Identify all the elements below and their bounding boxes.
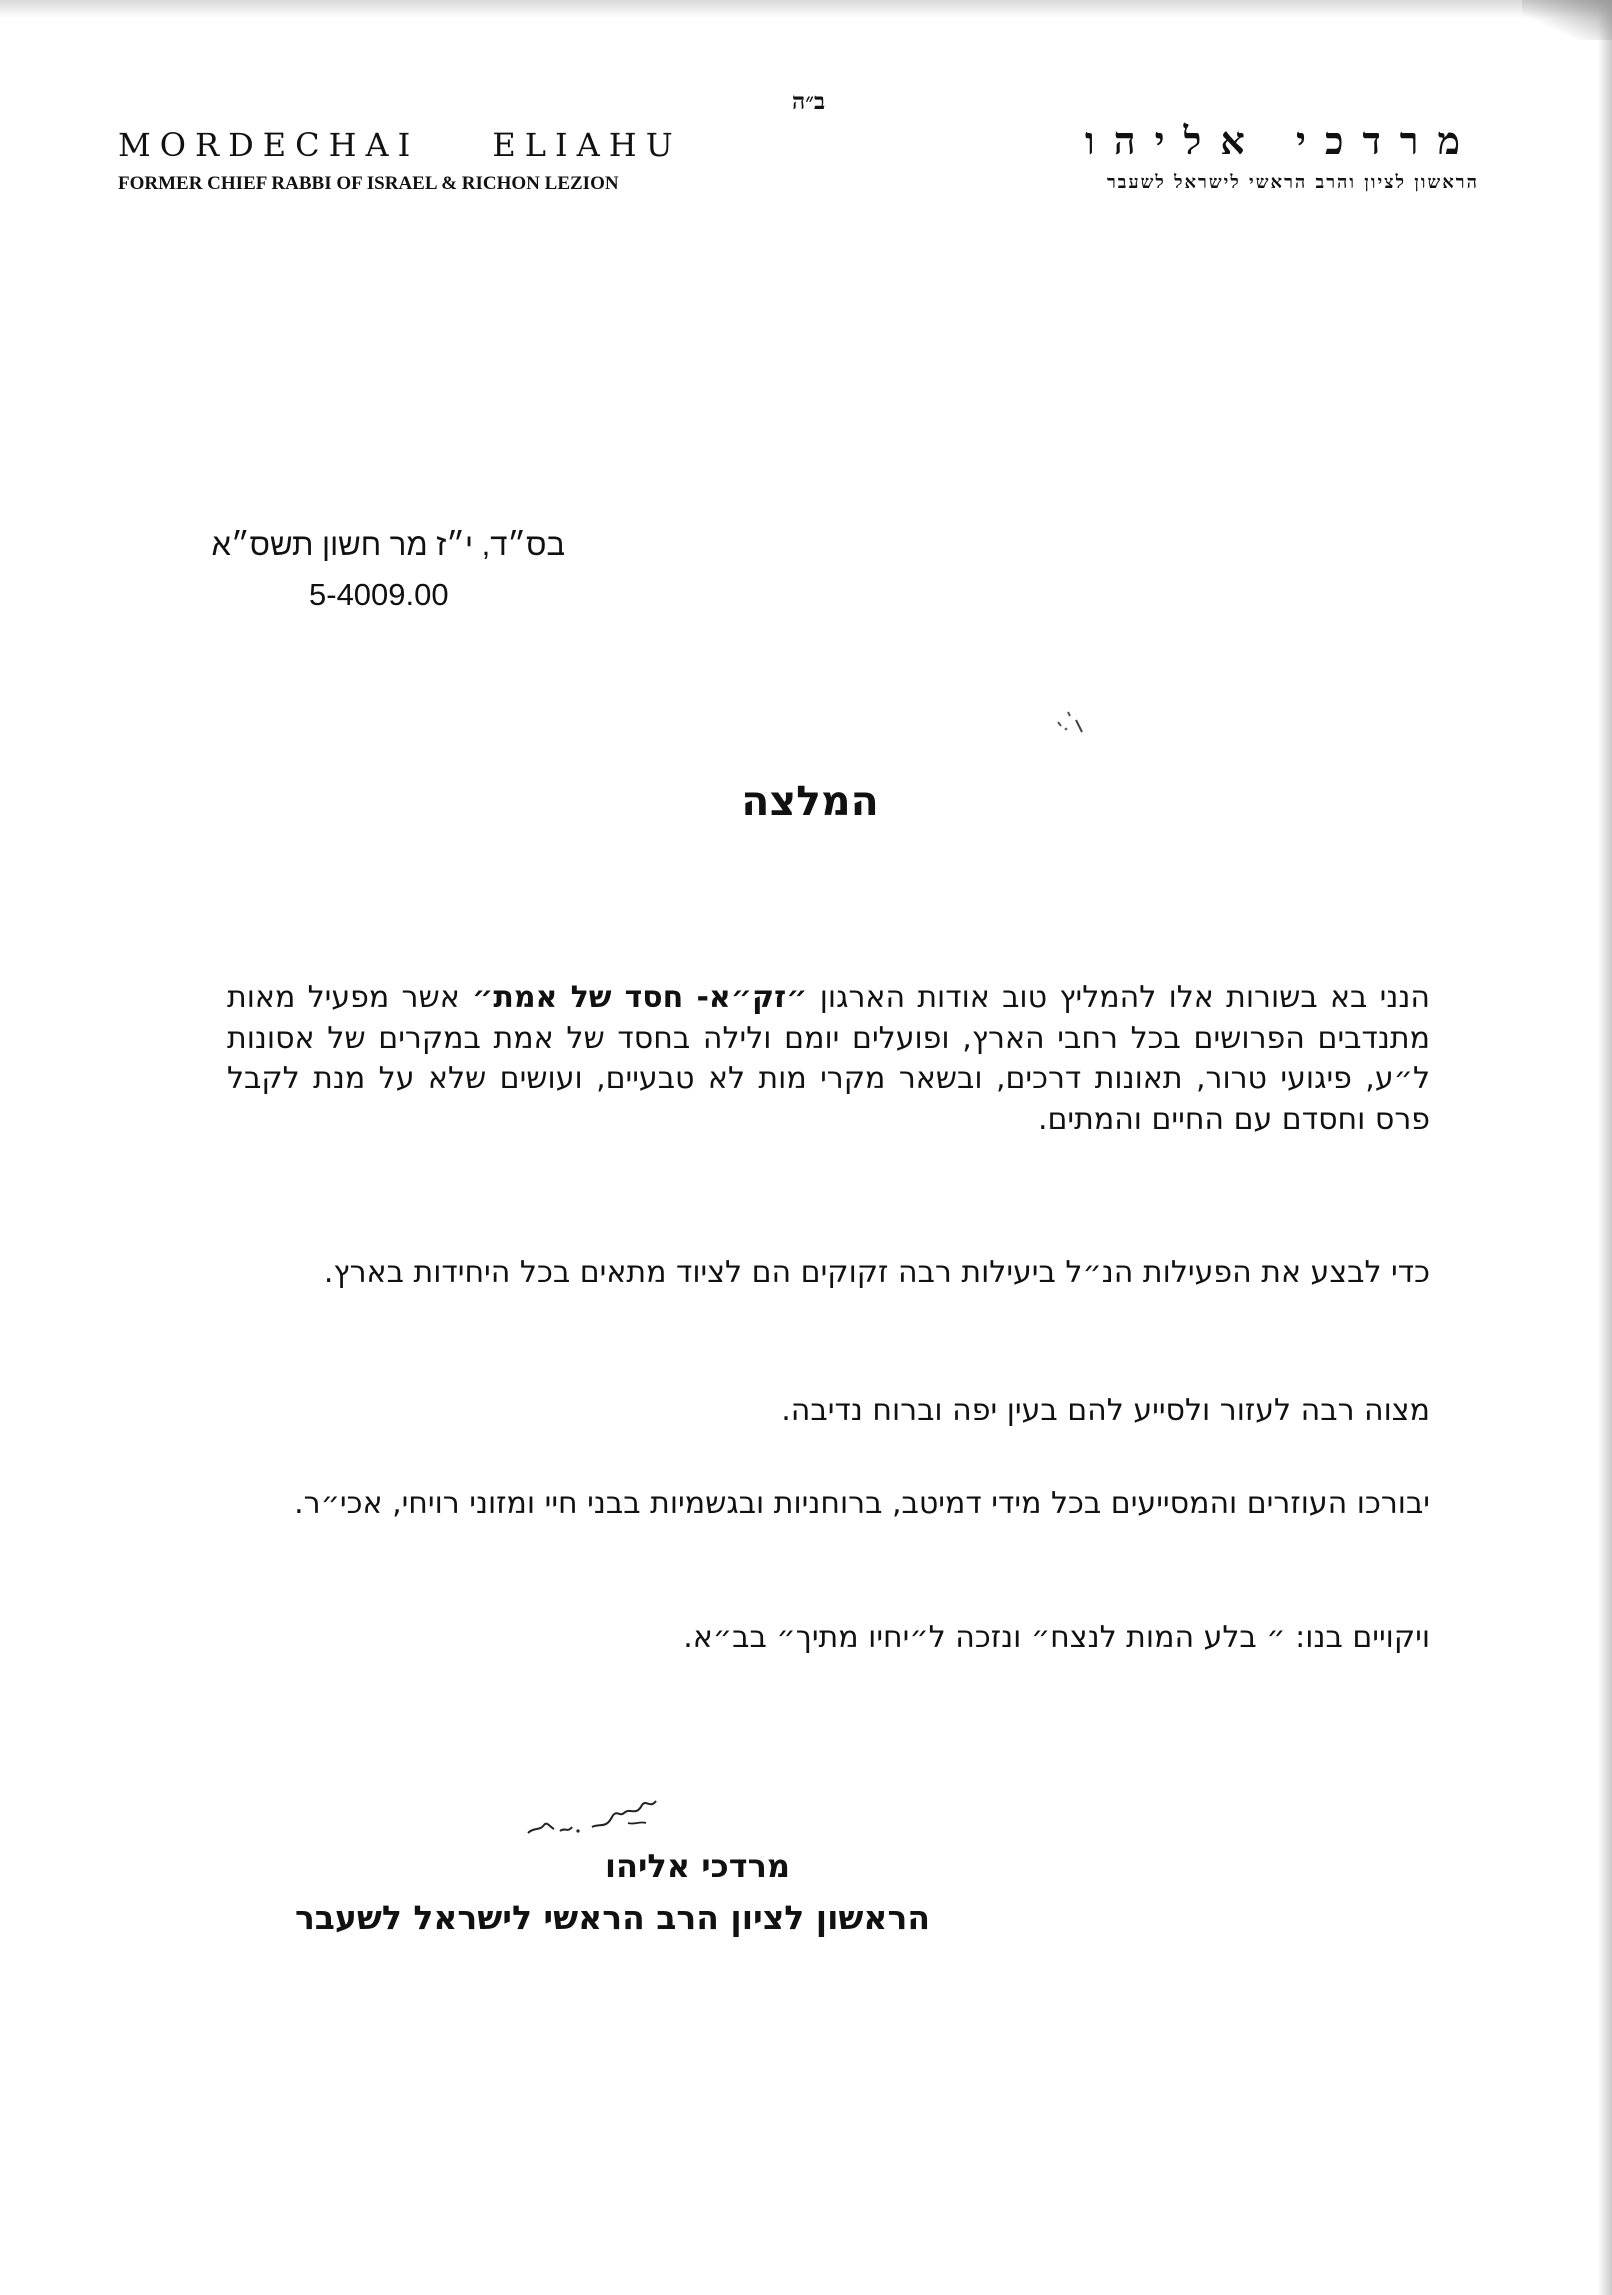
body-paragraph-2: כדי לבצע את הפעילות הנ״ל ביעילות רבה זקוקים הם לציוד מתאים בכל היחידות בארץ.	[323, 1255, 1430, 1290]
body-p1-intro: הנני בא בשורות אלו להמליץ טוב אודות הארגון	[807, 980, 1431, 1015]
letterhead-name-he: מרדכי אליהו	[1085, 118, 1479, 163]
body-p1-rest: אשר מפעיל מאות מתנדבים הפרושים בכל רחבי הארץ, ופועלים יומם ולילה בחסד של אמת במקרים של אסונות ל״ע, פיגועי טרור, תאונות דרכים, ובשאר מקרי מות לא טבעיים, ועושים שלא על מנת לקבל פרס וחסדם עם החיים והמתים.	[227, 980, 1430, 1137]
scan-edge-right	[1598, 0, 1612, 2295]
bh-heading: ב״ה	[792, 88, 826, 115]
document-title: המלצה	[741, 777, 879, 825]
body-paragraph-4: יבורכו העוזרים והמסייעים בכל מידי דמיטב, ברוחניות ובגשמיות בבני חיי ומזוני רויחי, אכי״ר.	[294, 1486, 1430, 1521]
handwritten-signature	[520, 1787, 720, 1847]
body-paragraph-3: מצוה רבה לעזור ולסייע להם בעין יפה וברוח נדיבה.	[781, 1393, 1430, 1428]
body-paragraph-5: ויקויים בנו: ״ בלע המות לנצח״ ונזכה ל״יחיו מתיך״ בב״א.	[683, 1620, 1430, 1655]
scan-corner-shadow	[1522, 0, 1612, 40]
scan-speck-marks	[1052, 702, 1092, 736]
letter-reference-number: 5-4009.00	[309, 577, 449, 612]
letterhead-title-en: FORMER CHIEF RABBI OF ISRAEL & RICHON LEZION	[118, 173, 619, 194]
body-paragraph-1	[227, 978, 1430, 1140]
letter-date: בס״ד, י״ז מר חשון תשס״א	[211, 527, 565, 562]
scan-edge-top	[0, 0, 1612, 18]
letterhead-title-he: הראשון לציון והרב הראשי לישראל לשעבר	[1106, 172, 1479, 193]
organization-name: ״זק״א- חסד של אמת״	[472, 980, 808, 1015]
signatory-name: מרדכי אליהו	[605, 1847, 790, 1885]
letterhead-name-en: MORDECHAI ELIAHU	[118, 126, 682, 164]
signatory-title: הראשון לציון הרב הראשי לישראל לשעבר	[294, 1898, 930, 1937]
